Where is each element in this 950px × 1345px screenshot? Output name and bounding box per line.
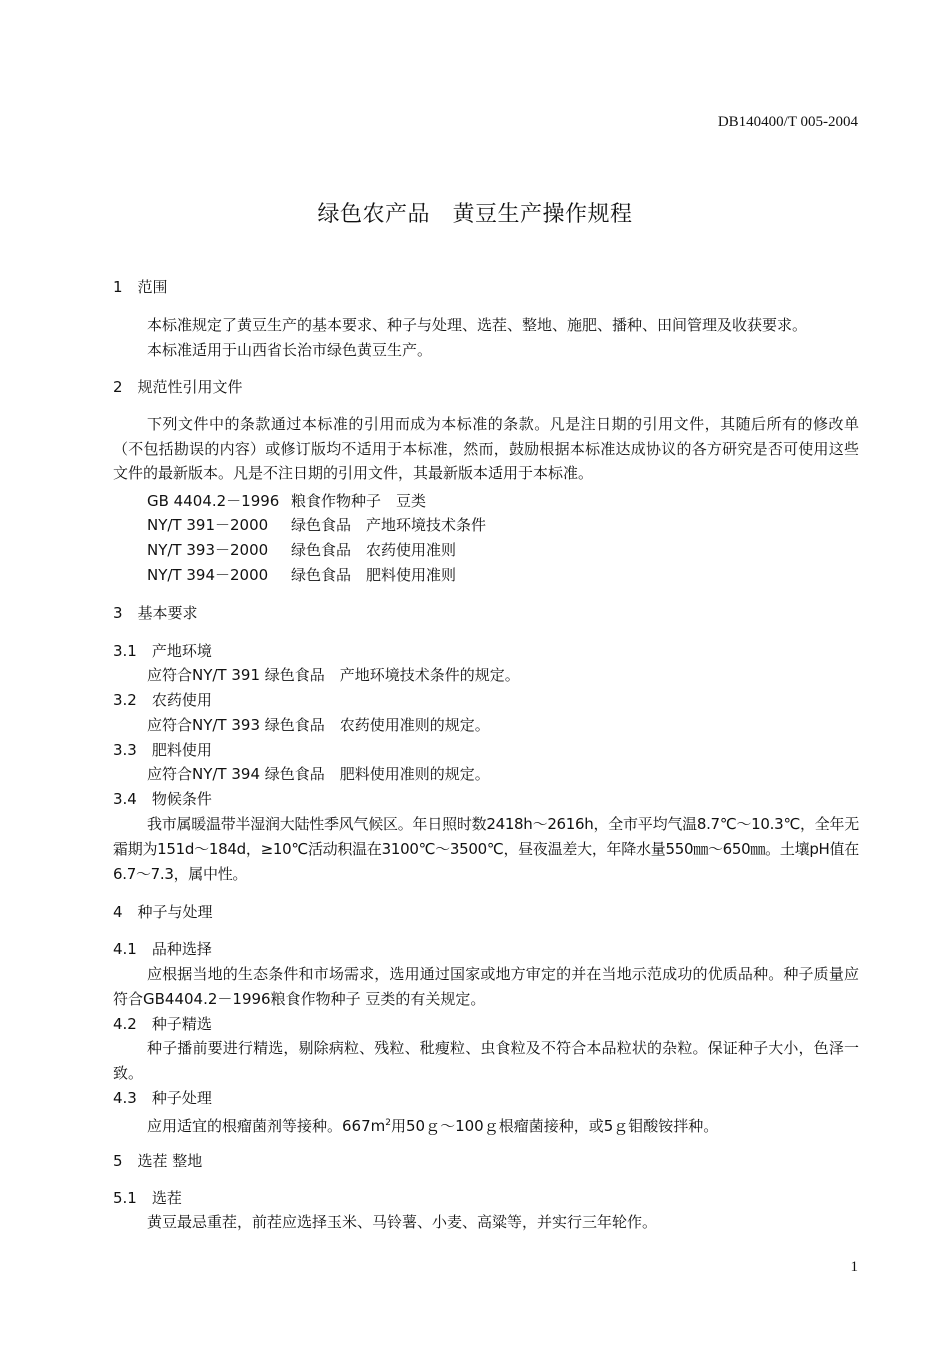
- section-2-heading: 2 规范性引用文件: [113, 378, 243, 396]
- subsection-4-3-text-part-b: 用50ｇ～100ｇ根瘤菌接种，或5ｇ钼酸铵拌种。: [390, 1117, 719, 1135]
- subsection-5-1-heading: 5.1 选茬: [113, 1189, 182, 1207]
- document-title: 绿色农产品 黄豆生产操作规程: [317, 202, 633, 227]
- section-1-heading: 1 范围: [113, 278, 168, 296]
- reference-title: 绿色食品 肥料使用准则: [291, 566, 457, 584]
- reference-title: 粮食作物种子 豆类: [291, 492, 427, 510]
- subsection-3-3-text: 应符合NY/T 394 绿色食品 肥料使用准则的规定。: [147, 765, 490, 783]
- section-2-paragraph: 下列文件中的条款通过本标准的引用而成为本标准的条款。凡是注日期的引用文件，其随后所有的修改单（不包括勘误的内容）或修订版均不适用于本标准，然而，鼓励根据本标准达成协议的各方研究是否可使用这些文件的最新版本。凡是不注日期的引用文件，其最新版本适用于本标准。: [113, 415, 859, 482]
- page-number: 1: [850, 1259, 858, 1275]
- section-5-heading: 5 选茬 整地: [113, 1152, 203, 1170]
- subsection-3-2-text: 应符合NY/T 393 绿色食品 农药使用准则的规定。: [147, 716, 490, 734]
- subsection-4-1-text: 应根据当地的生态条件和市场需求，选用通过国家或地方审定的并在当地示范成功的优质品种。种子质量应符合GB4404.2－1996粮食作物种子 豆类的有关规定。: [113, 965, 859, 1008]
- subsection-3-3-heading: 3.3 肥料使用: [113, 741, 212, 759]
- subsection-4-1-heading: 4.1 品种选择: [113, 940, 212, 958]
- reference-item: [147, 513, 859, 537]
- subsection-4-2-text: 种子播前要进行精选，剔除病粒、残粒、秕瘦粒、虫食粒及不符合本品粒状的杂粒。保证种子大小，色泽一致。: [113, 1039, 859, 1082]
- subsection-3-4-text: 我市属暖温带半湿润大陆性季风气候区。年日照时数2418h～2616h，全市平均气温8.7℃～10.3℃，全年无霜期为151d～184d，≥10℃活动积温在3100℃～3500℃，昼夜温差大，年降水量550㎜～650㎜。土壤pH值在6.7～7.3，属中性。: [113, 815, 859, 883]
- reference-code: NY/T 391－2000: [147, 516, 269, 534]
- subsection-4-3-text: [147, 1111, 859, 1138]
- reference-item: [147, 489, 859, 513]
- subsection-3-1-text: 应符合NY/T 391 绿色食品 产地环境技术条件的规定。: [147, 666, 520, 684]
- subsection-3-4-heading: 3.4 物候条件: [113, 790, 212, 808]
- reference-title: 绿色食品 产地环境技术条件: [291, 516, 487, 534]
- reference-code: GB 4404.2－1996: [147, 492, 280, 510]
- superscript-2: 2: [385, 1118, 391, 1128]
- document-number: DB140400/T 005-2004: [717, 114, 858, 130]
- reference-item: [147, 563, 859, 587]
- reference-code: NY/T 393－2000: [147, 541, 269, 559]
- subsection-5-1-text: 黄豆最忌重茬，前茬应选择玉米、马铃薯、小麦、高粱等，并实行三年轮作。: [147, 1213, 658, 1231]
- reference-item: [147, 538, 859, 562]
- section-1-paragraph-2: 本标准适用于山西省长治市绿色黄豆生产。: [147, 341, 433, 359]
- section-1-paragraph-1: 本标准规定了黄豆生产的基本要求、种子与处理、选茬、整地、施肥、播种、田间管理及收获要求。: [147, 316, 808, 334]
- subsection-3-2-heading: 3.2 农药使用: [113, 691, 212, 709]
- section-3-heading: 3 基本要求: [113, 604, 198, 622]
- subsection-3-1-heading: 3.1 产地环境: [113, 642, 212, 660]
- reference-title: 绿色食品 农药使用准则: [291, 541, 457, 559]
- reference-code: NY/T 394－2000: [147, 566, 269, 584]
- subsection-4-3-text-part-a: 应用适宜的根瘤菌剂等接种。667m: [147, 1117, 386, 1135]
- subsection-4-3-heading: 4.3 种子处理: [113, 1089, 212, 1107]
- subsection-4-2-heading: 4.2 种子精选: [113, 1015, 212, 1033]
- section-4-heading: 4 种子与处理: [113, 903, 213, 921]
